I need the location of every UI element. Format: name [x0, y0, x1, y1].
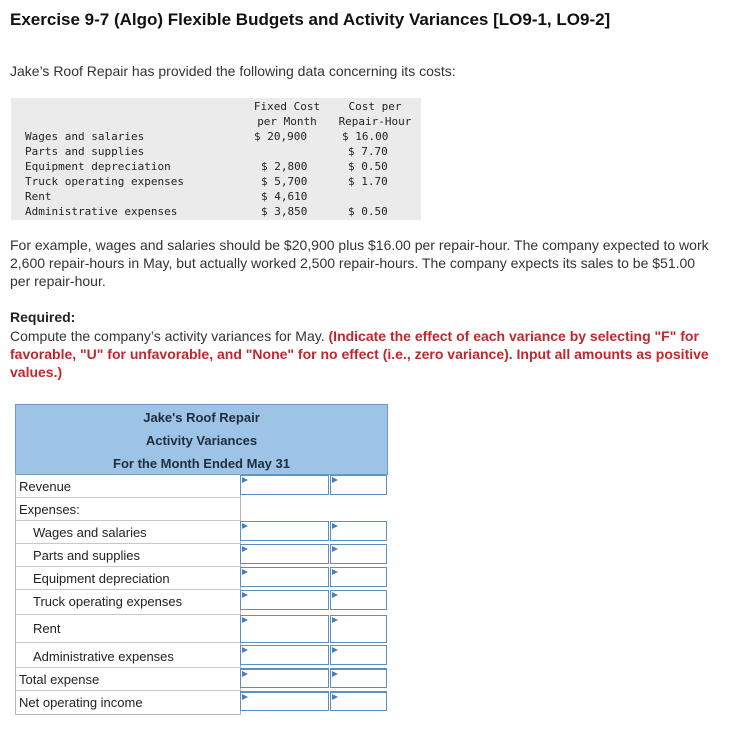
- row-divider: [16, 667, 240, 668]
- wages-amount-input[interactable]: [240, 521, 329, 541]
- dropdown-marker-icon: [332, 617, 338, 623]
- row-divider: [16, 614, 240, 615]
- row-divider: [16, 497, 240, 498]
- worksheet-row-labels: [15, 474, 241, 715]
- rent-effect-select[interactable]: [330, 615, 387, 643]
- input-marker-icon: [242, 546, 248, 552]
- required-text: [10, 327, 740, 381]
- cost-row-variable: $ 1.70: [348, 175, 388, 188]
- cost-row-label: Truck operating expenses: [25, 175, 184, 188]
- truck-effect-select[interactable]: [330, 590, 387, 610]
- parts-effect-select[interactable]: [330, 544, 387, 564]
- required-instruction: (Indicate the effect of each variance by selecting "F" for favorable, "U" for unfavorable, and "None" for no effect (i.e., zero variance). Input all amounts as positive values.): [10, 328, 709, 380]
- cost-row-label: Wages and salaries: [25, 130, 145, 143]
- example-paragraph: For example, wages and salaries should be $20,900 plus $16.00 per repair-hour. The company expected to work 2,600 repair-hours in May, but actually worked 2,500 repair-hours. The company expects its sales to be $51.00 per repair-hour.: [10, 237, 709, 289]
- worksheet-company: Jake's Roof Repair: [143, 410, 260, 425]
- dropdown-marker-icon: [332, 671, 338, 677]
- total-expense-label: Total expense: [19, 672, 100, 687]
- input-marker-icon: [242, 694, 248, 700]
- equipment-amount-input[interactable]: [240, 567, 329, 587]
- page-title: Exercise 9-7 (Algo) Flexible Budgets and Activity Variances [LO9-1, LO9-2]: [10, 10, 611, 29]
- required-task: Compute the company’s activity variances for May.: [10, 328, 325, 344]
- input-marker-icon: [242, 569, 248, 575]
- worksheet-header: [15, 404, 388, 475]
- expenses-label: Expenses:: [19, 502, 80, 517]
- truck-label: Truck operating expenses: [33, 594, 183, 609]
- row-divider: [16, 642, 240, 643]
- input-marker-icon: [242, 647, 248, 653]
- row-divider: [16, 543, 240, 544]
- parts-amount-input[interactable]: [240, 544, 329, 564]
- worksheet-period: For the Month Ended May 31: [113, 456, 290, 471]
- total-expense-effect-select[interactable]: [330, 668, 387, 688]
- rent-label: Rent: [33, 621, 61, 636]
- cost-per-hour-header-2: Repair-Hour: [338, 115, 412, 128]
- dropdown-marker-icon: [332, 569, 338, 575]
- cost-row-label: Administrative expenses: [25, 205, 178, 218]
- net-income-amount-input[interactable]: [240, 691, 329, 711]
- dropdown-marker-icon: [332, 592, 338, 598]
- truck-amount-input[interactable]: [240, 590, 329, 610]
- intro-text: Jake’s Roof Repair has provided the following data concerning its costs:: [10, 63, 456, 79]
- row-divider: [16, 589, 240, 590]
- net-income-label: Net operating income: [19, 695, 143, 710]
- fixed-cost-header-1: Fixed Cost: [253, 100, 321, 113]
- cost-row-variable: $ 0.50: [348, 160, 388, 173]
- input-marker-icon: [242, 592, 248, 598]
- cost-row-variable: $ 16.00: [342, 130, 389, 143]
- revenue-amount-input[interactable]: [240, 475, 329, 495]
- cost-row-fixed: $ 20,900: [254, 130, 307, 143]
- required-heading: Required:: [10, 309, 76, 325]
- net-income-effect-select[interactable]: [330, 691, 387, 711]
- revenue-label: Revenue: [19, 479, 72, 494]
- cost-data-table: [11, 98, 421, 220]
- cost-row-fixed: $ 4,610: [261, 190, 308, 203]
- equipment-effect-select[interactable]: [330, 567, 387, 587]
- row-divider: [16, 520, 240, 521]
- cost-row-fixed: $ 5,700: [261, 175, 308, 188]
- cost-row-fixed: $ 2,800: [261, 160, 308, 173]
- total-expense-amount-input[interactable]: [240, 668, 329, 688]
- dropdown-marker-icon: [332, 523, 338, 529]
- worksheet-report-title: Activity Variances: [145, 433, 258, 448]
- row-divider: [16, 690, 240, 691]
- cost-row-fixed: $ 3,850: [261, 205, 308, 218]
- equipment-label: Equipment depreciation: [33, 571, 170, 586]
- input-marker-icon: [242, 477, 248, 483]
- cost-row-label: Rent: [25, 190, 52, 203]
- rent-amount-input[interactable]: [240, 615, 329, 643]
- dropdown-marker-icon: [332, 694, 338, 700]
- admin-label: Administrative expenses: [33, 649, 174, 664]
- input-marker-icon: [242, 617, 248, 623]
- parts-label: Parts and supplies: [33, 548, 140, 563]
- wages-effect-select[interactable]: [330, 521, 387, 541]
- activity-variance-worksheet: [15, 404, 388, 714]
- input-marker-icon: [242, 523, 248, 529]
- wages-label: Wages and salaries: [33, 525, 147, 540]
- cost-row-label: Parts and supplies: [25, 145, 145, 158]
- cost-row-variable: $ 7.70: [348, 145, 388, 158]
- row-divider: [16, 566, 240, 567]
- revenue-effect-select[interactable]: [330, 475, 387, 495]
- cost-row-variable: $ 0.50: [348, 205, 388, 218]
- dropdown-marker-icon: [332, 477, 338, 483]
- dropdown-marker-icon: [332, 647, 338, 653]
- fixed-cost-header-2: per Month: [257, 115, 317, 128]
- cost-per-hour-header-1: Cost per: [348, 100, 402, 113]
- admin-amount-input[interactable]: [240, 645, 329, 665]
- dropdown-marker-icon: [332, 546, 338, 552]
- admin-effect-select[interactable]: [330, 645, 387, 665]
- input-marker-icon: [242, 671, 248, 677]
- cost-row-label: Equipment depreciation: [25, 160, 171, 173]
